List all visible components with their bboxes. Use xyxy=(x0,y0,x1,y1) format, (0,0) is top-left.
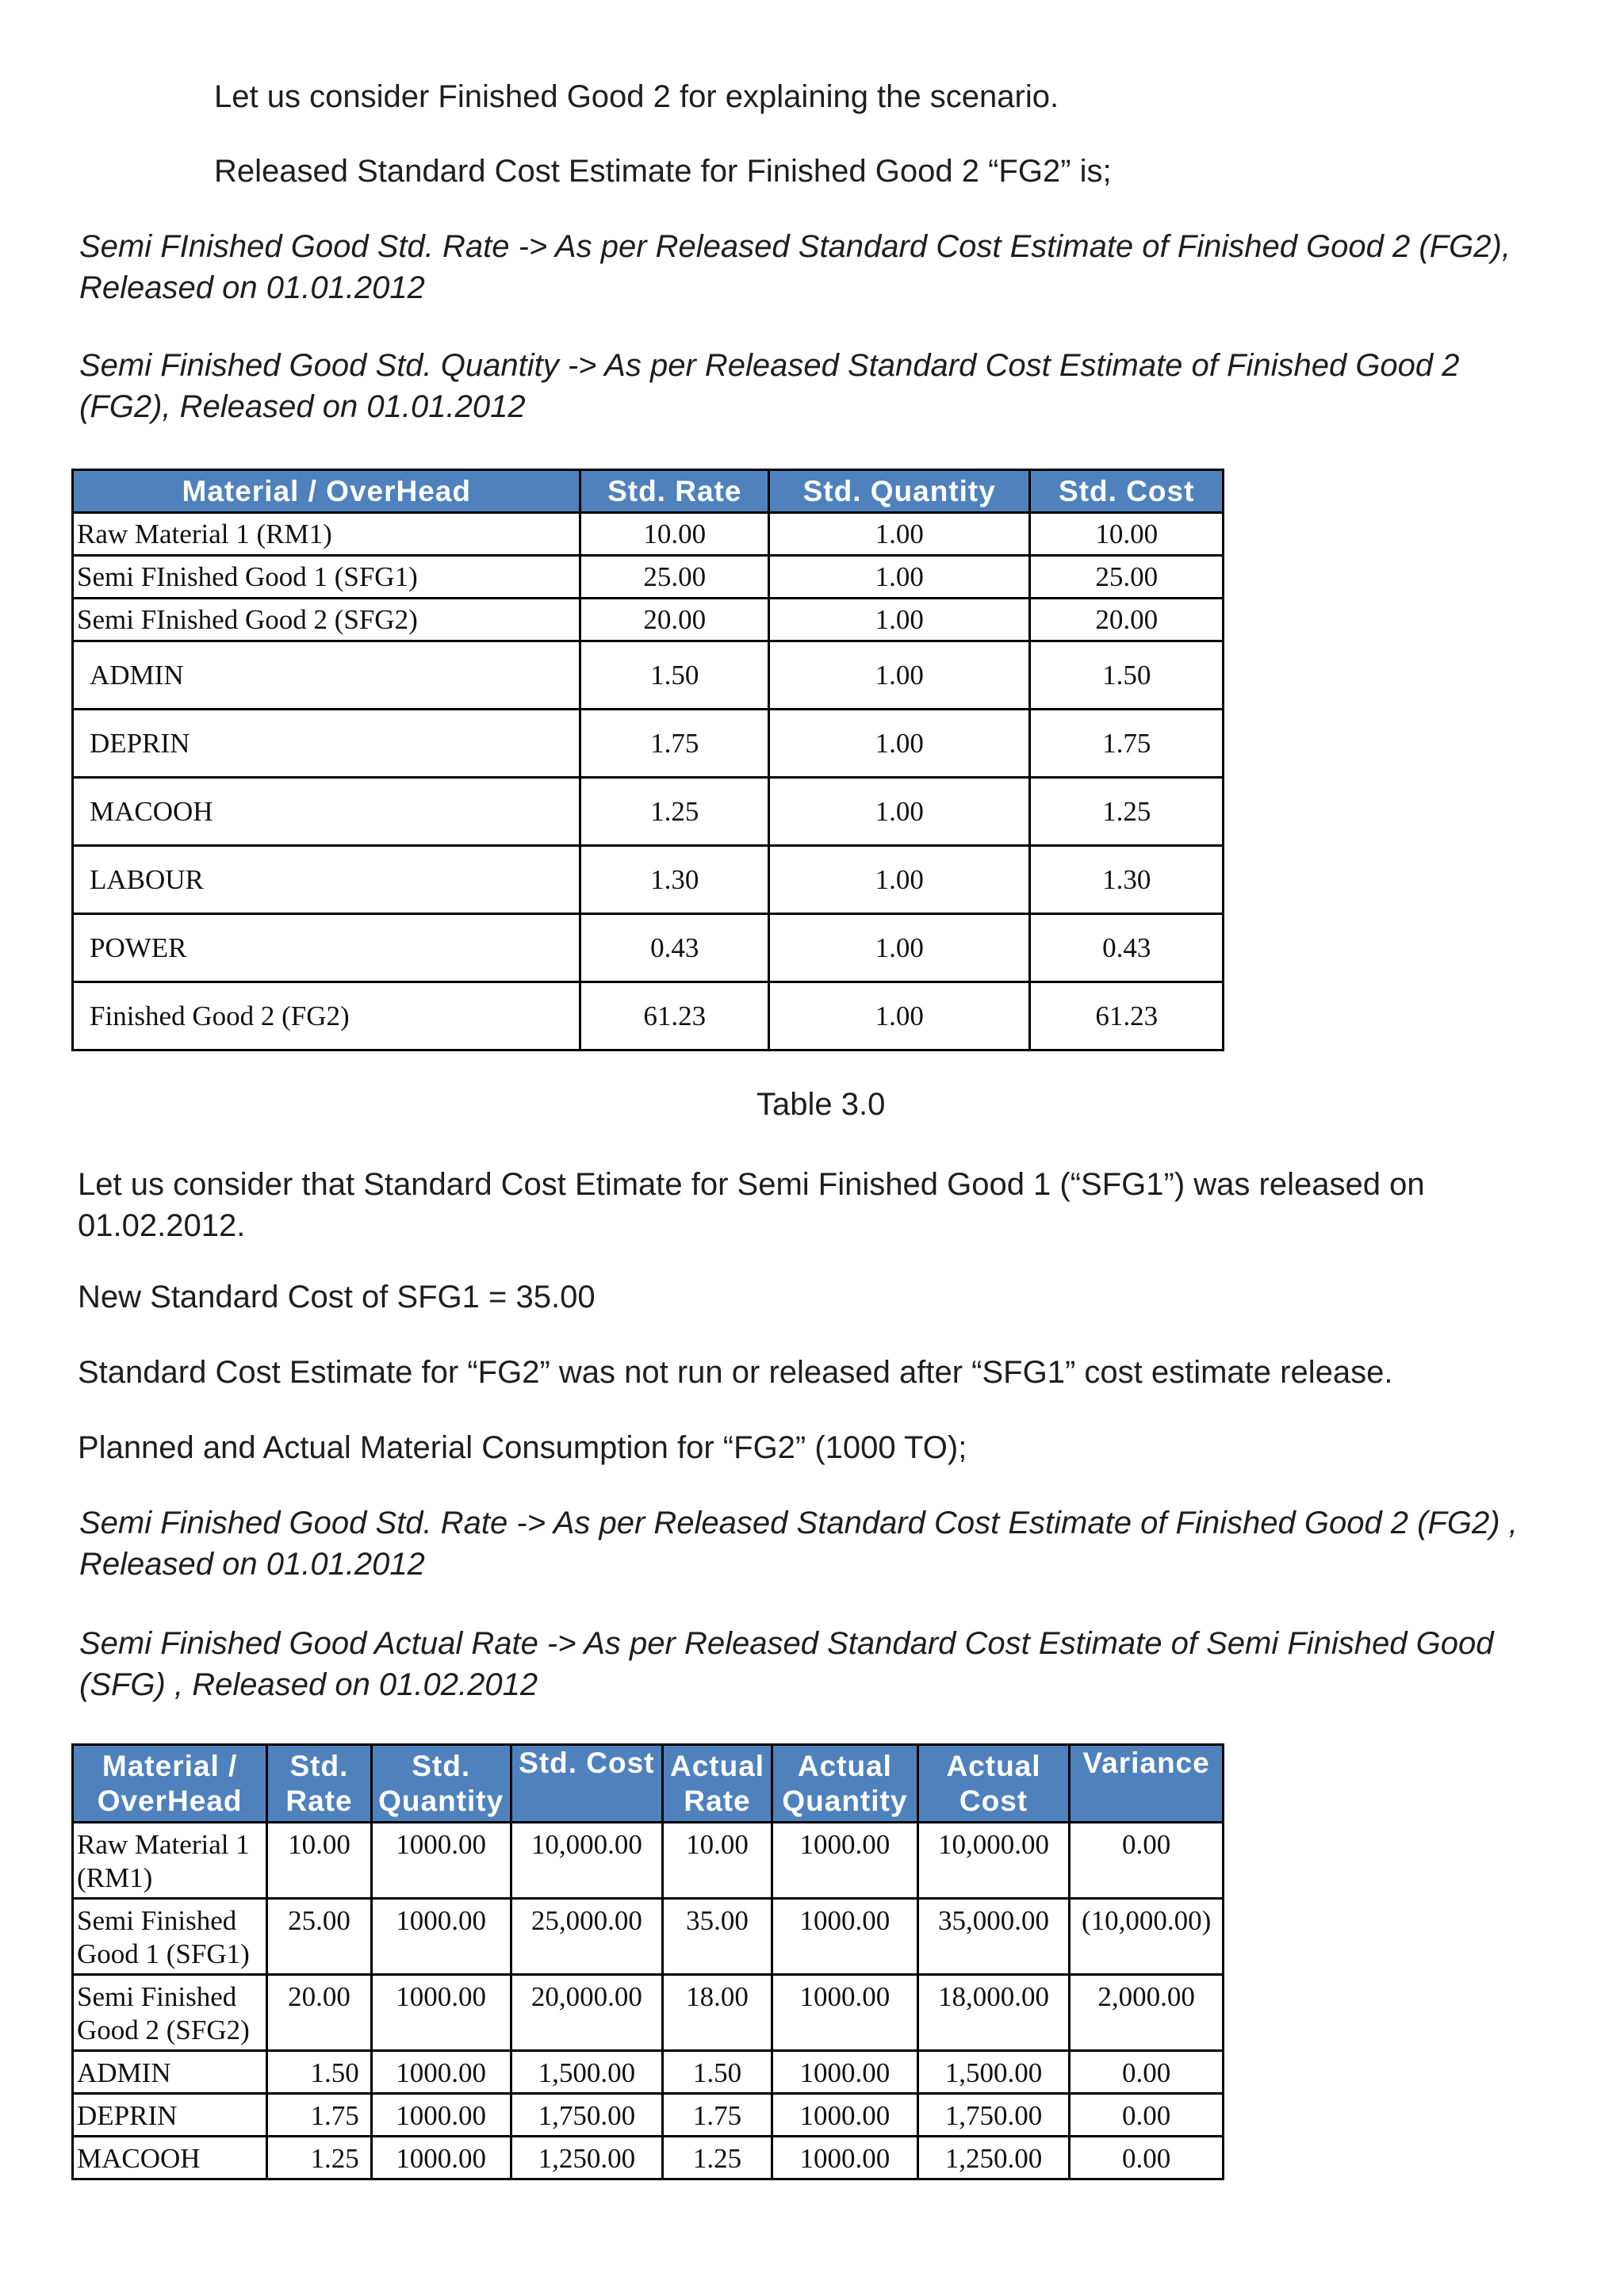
header-material-overhead: Material / OverHead xyxy=(73,470,580,513)
cell-std-rate: 1.50 xyxy=(267,2051,371,2094)
cell-actual-rate: 35.00 xyxy=(663,1899,772,1975)
sfg-std-quantity-note: Semi Finished Good Std. Quantity -> As per Released Standard Cost Estimate of Finished Good 2 (FG2), Released on 01.01.2012 xyxy=(79,348,1460,424)
cell-actual-cost: 10,000.00 xyxy=(917,1823,1069,1899)
cell-std-quantity: 1.00 xyxy=(769,846,1030,914)
table-row xyxy=(73,846,1224,914)
cell-std-rate: 20.00 xyxy=(267,1975,371,2051)
cell-material: Finished Good 2 (FG2) xyxy=(73,982,580,1050)
table-row xyxy=(73,710,1224,778)
table-header-row xyxy=(73,470,1224,513)
cell-std-rate: 25.00 xyxy=(580,556,769,599)
cell-std-cost: 1,500.00 xyxy=(511,2051,662,2094)
cell-std-quantity: 1000.00 xyxy=(371,1975,511,2051)
cell-std-cost: 1.50 xyxy=(1030,641,1224,710)
cell-std-quantity: 1.00 xyxy=(769,914,1030,982)
cell-actual-rate: 1.25 xyxy=(663,2137,772,2179)
header-std-quantity: Std. Quantity xyxy=(371,1745,511,1823)
cell-std-rate: 1.25 xyxy=(580,778,769,846)
table-row xyxy=(73,2094,1224,2137)
cell-material: LABOUR xyxy=(73,846,580,914)
header-std-quantity: Std. Quantity xyxy=(769,470,1030,513)
table-row xyxy=(73,599,1224,641)
cell-std-quantity: 1.00 xyxy=(769,641,1030,710)
sfg-std-rate-note-2: Semi Finished Good Std. Rate -> As per Released Standard Cost Estimate of Finished Good 2 (FG2) , Released on 01.01.2012 xyxy=(79,1506,1518,1582)
cell-std-cost: 20,000.00 xyxy=(511,1975,662,2051)
cell-variance: (10,000.00) xyxy=(1070,1899,1224,1975)
cell-std-rate: 20.00 xyxy=(580,599,769,641)
cell-material: Semi Finished Good 2 (SFG2) xyxy=(73,1975,267,2051)
cell-std-rate: 1.75 xyxy=(267,2094,371,2137)
cell-std-rate: 1.30 xyxy=(580,846,769,914)
cell-std-cost: 10.00 xyxy=(1030,513,1224,556)
cell-std-quantity: 1.00 xyxy=(769,556,1030,599)
header-actual-quantity: Actual Quantity xyxy=(772,1745,917,1823)
cell-std-rate: 1.25 xyxy=(267,2137,371,2179)
cell-actual-rate: 18.00 xyxy=(663,1975,772,2051)
cell-std-cost: 25,000.00 xyxy=(511,1899,662,1975)
cell-std-rate: 1.50 xyxy=(580,641,769,710)
cell-material: ADMIN xyxy=(73,641,580,710)
cell-variance: 0.00 xyxy=(1070,2137,1224,2179)
cell-std-cost: 1.30 xyxy=(1030,846,1224,914)
sfg-actual-rate-note: Semi Finished Good Actual Rate -> As per Released Standard Cost Estimate of Semi Finished Good (SFG) , Released on 01.02.2012 xyxy=(79,1626,1494,1702)
cell-std-cost: 1.75 xyxy=(1030,710,1224,778)
cell-actual-quantity: 1000.00 xyxy=(772,1975,917,2051)
cell-std-cost: 20.00 xyxy=(1030,599,1224,641)
table-row xyxy=(73,1823,1224,1899)
table-row xyxy=(73,778,1224,846)
cell-std-cost: 10,000.00 xyxy=(511,1823,662,1899)
cell-std-quantity: 1000.00 xyxy=(371,1823,511,1899)
cell-std-quantity: 1.00 xyxy=(769,710,1030,778)
cell-material: MACOOH xyxy=(73,778,580,846)
table-header-row xyxy=(73,1745,1224,1823)
header-actual-cost: Actual Cost xyxy=(917,1745,1069,1823)
cell-std-cost: 1,250.00 xyxy=(511,2137,662,2179)
cell-std-rate: 0.43 xyxy=(580,914,769,982)
intro-paragraph: Let us consider Finished Good 2 for explaining the scenario. xyxy=(214,79,1059,114)
cell-variance: 2,000.00 xyxy=(1070,1975,1224,2051)
cell-variance: 0.00 xyxy=(1070,2051,1224,2094)
cell-std-quantity: 1000.00 xyxy=(371,2137,511,2179)
cell-material: Semi Finished Good 1 (SFG1) xyxy=(73,1899,267,1975)
cell-material: Raw Material 1 (RM1) xyxy=(73,513,580,556)
variance-table xyxy=(71,1743,1224,2180)
sfg1-release-paragraph: Let us consider that Standard Cost Etimate for Semi Finished Good 1 (“SFG1”) was released on 01.02.2012. xyxy=(78,1167,1425,1243)
cell-std-quantity: 1.00 xyxy=(769,982,1030,1050)
cell-std-rate: 61.23 xyxy=(580,982,769,1050)
cell-actual-cost: 1,500.00 xyxy=(917,2051,1069,2094)
cell-std-quantity: 1000.00 xyxy=(371,2094,511,2137)
table-caption: Table 3.0 xyxy=(756,1087,886,1122)
cell-material: Raw Material 1 (RM1) xyxy=(73,1823,267,1899)
cell-actual-quantity: 1000.00 xyxy=(772,2137,917,2179)
cell-std-quantity: 1.00 xyxy=(769,599,1030,641)
table-row xyxy=(73,513,1224,556)
cell-actual-cost: 18,000.00 xyxy=(917,1975,1069,2051)
table-row xyxy=(73,556,1224,599)
header-std-rate: Std. Rate xyxy=(580,470,769,513)
header-actual-rate: Actual Rate xyxy=(663,1745,772,1823)
cell-material: ADMIN xyxy=(73,2051,267,2094)
header-std-cost: Std. Cost xyxy=(1030,470,1224,513)
cell-material: Semi FInished Good 2 (SFG2) xyxy=(73,599,580,641)
cell-actual-quantity: 1000.00 xyxy=(772,1823,917,1899)
header-std-cost: Std. Cost xyxy=(511,1745,662,1823)
header-material-overhead: Material / OverHead xyxy=(73,1745,267,1823)
cell-std-rate: 10.00 xyxy=(580,513,769,556)
cell-material: DEPRIN xyxy=(73,710,580,778)
cell-actual-quantity: 1000.00 xyxy=(772,2094,917,2137)
cell-actual-quantity: 1000.00 xyxy=(772,2051,917,2094)
cell-std-quantity: 1.00 xyxy=(769,513,1030,556)
table-row xyxy=(73,1975,1224,2051)
cell-std-cost: 1,750.00 xyxy=(511,2094,662,2137)
cell-std-cost: 0.43 xyxy=(1030,914,1224,982)
released-estimate-paragraph: Released Standard Cost Estimate for Finished Good 2 “FG2” is; xyxy=(214,154,1112,189)
cell-actual-cost: 35,000.00 xyxy=(917,1899,1069,1975)
cell-std-quantity: 1000.00 xyxy=(371,1899,511,1975)
cell-material: DEPRIN xyxy=(73,2094,267,2137)
table-row xyxy=(73,2051,1224,2094)
header-std-rate: Std. Rate xyxy=(267,1745,371,1823)
header-variance: Variance xyxy=(1070,1745,1224,1823)
cell-actual-cost: 1,750.00 xyxy=(917,2094,1069,2137)
cell-std-rate: 10.00 xyxy=(267,1823,371,1899)
estimate-not-run-paragraph: Standard Cost Estimate for “FG2” was not run or released after “SFG1” cost estimate release. xyxy=(78,1355,1393,1390)
new-standard-cost-paragraph: New Standard Cost of SFG1 = 35.00 xyxy=(78,1280,596,1314)
consumption-paragraph: Planned and Actual Material Consumption for “FG2” (1000 TO); xyxy=(78,1430,967,1465)
cell-actual-cost: 1,250.00 xyxy=(917,2137,1069,2179)
cell-std-quantity: 1.00 xyxy=(769,778,1030,846)
table-row xyxy=(73,1899,1224,1975)
cell-actual-rate: 1.75 xyxy=(663,2094,772,2137)
table-row xyxy=(73,914,1224,982)
cell-std-cost: 1.25 xyxy=(1030,778,1224,846)
cell-std-quantity: 1000.00 xyxy=(371,2051,511,2094)
standard-cost-table xyxy=(71,469,1224,1051)
cell-variance: 0.00 xyxy=(1070,2094,1224,2137)
cell-variance: 0.00 xyxy=(1070,1823,1224,1899)
cell-std-cost: 25.00 xyxy=(1030,556,1224,599)
table-row xyxy=(73,641,1224,710)
cell-std-cost: 61.23 xyxy=(1030,982,1224,1050)
cell-actual-rate: 1.50 xyxy=(663,2051,772,2094)
cell-actual-rate: 10.00 xyxy=(663,1823,772,1899)
cell-std-rate: 1.75 xyxy=(580,710,769,778)
cell-std-rate: 25.00 xyxy=(267,1899,371,1975)
sfg-std-rate-note: Semi FInished Good Std. Rate -> As per Released Standard Cost Estimate of Finished Good 2 (FG2), Released on 01.01.2012 xyxy=(79,229,1511,305)
cell-material: MACOOH xyxy=(73,2137,267,2179)
table-row xyxy=(73,982,1224,1050)
table-row xyxy=(73,2137,1224,2179)
cell-actual-quantity: 1000.00 xyxy=(772,1899,917,1975)
cell-material: POWER xyxy=(73,914,580,982)
cell-material: Semi FInished Good 1 (SFG1) xyxy=(73,556,580,599)
